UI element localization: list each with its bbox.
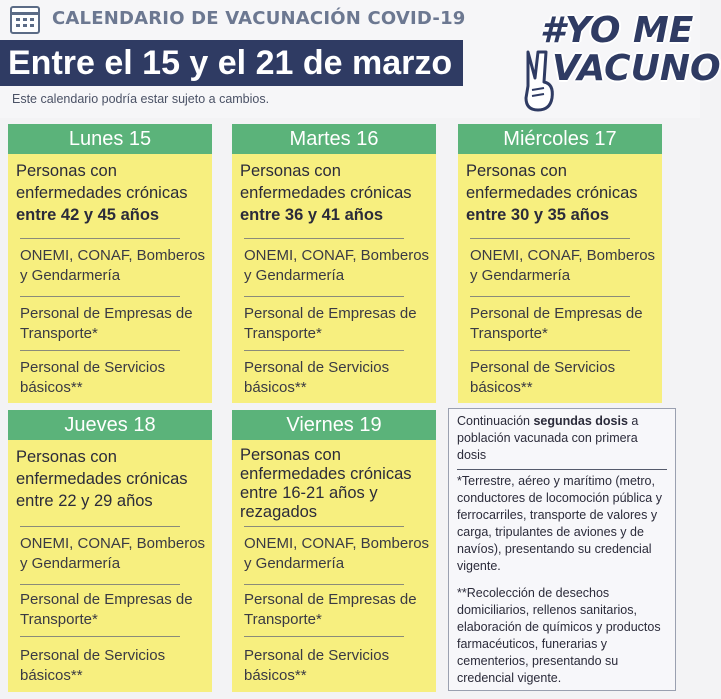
group-item: Personal de Empresas de Transporte* <box>20 305 193 342</box>
divider <box>244 584 404 585</box>
services-footnote: **Recolección de desechos domiciliarios, rellenos sanitarios, elaboración de químicos y productos farmacéuticos, funerarias y cementerios, presentando su credencial vigente. <box>457 586 661 685</box>
group-item: ONEMI, CONAF, Bomberos y Gendarmería <box>20 247 206 284</box>
divider <box>470 296 630 297</box>
divider <box>244 636 404 637</box>
day-card-jueves <box>8 410 212 692</box>
divider <box>470 350 630 351</box>
primary-group <box>466 160 656 226</box>
group-item: Personal de Servicios básicos** <box>20 359 166 396</box>
primary-age-range: entre 30 y 35 años <box>466 206 610 224</box>
primary-group <box>16 446 206 512</box>
group-item: Personal de Empresas de Transporte* <box>20 591 193 628</box>
divider <box>244 238 404 239</box>
second-dose-pre: Continuación <box>457 414 534 428</box>
group-item: Personal de Servicios básicos** <box>244 647 390 684</box>
divider <box>20 584 180 585</box>
group-item: ONEMI, CONAF, Bomberos y Gendarmería <box>244 535 430 572</box>
divider <box>20 238 180 239</box>
day-header: Martes 16 <box>232 124 436 154</box>
divider <box>457 469 667 470</box>
divider <box>20 526 180 527</box>
primary-lead: Personas con enfermedades crónicas <box>16 448 188 488</box>
group-item: ONEMI, CONAF, Bomberos y Gendarmería <box>20 535 206 572</box>
divider <box>244 526 404 527</box>
primary-age-range: entre 22 y 29 años <box>16 492 153 510</box>
day-card-viernes <box>232 410 436 692</box>
second-dose-note <box>457 413 669 464</box>
primary-lead: Personas con enfermedades crónicas entre 16-21 años y rezagados <box>240 446 412 521</box>
primary-lead: Personas con enfermedades crónicas <box>16 162 188 202</box>
day-card-lunes <box>8 124 212 403</box>
group-item: Personal de Empresas de Transporte* <box>244 305 417 342</box>
primary-age-range: entre 42 y 45 años <box>16 206 160 224</box>
notes-box <box>448 408 676 691</box>
yo-me-vacuno-logo <box>518 8 721 114</box>
date-range-text: Entre el 15 y el 21 de marzo <box>8 44 453 82</box>
second-dose-post: a población vacunada con primera dosis <box>457 414 639 462</box>
day-card-body <box>8 154 212 403</box>
primary-lead: Personas con enfermedades crónicas <box>466 162 638 202</box>
day-card-miercoles <box>458 124 662 403</box>
divider <box>244 296 404 297</box>
day-header: Miércoles 17 <box>458 124 662 154</box>
group-item: ONEMI, CONAF, Bomberos y Gendarmería <box>470 247 656 284</box>
primary-group <box>240 160 430 226</box>
divider <box>20 296 180 297</box>
day-card-body <box>458 154 662 403</box>
divider <box>470 238 630 239</box>
primary-lead: Personas con enfermedades crónicas <box>240 162 412 202</box>
divider <box>20 350 180 351</box>
primary-age-range: entre 36 y 41 años <box>240 206 384 224</box>
day-header: Viernes 19 <box>232 410 436 440</box>
group-item: Personal de Empresas de Transporte* <box>470 305 643 342</box>
disclaimer-text: Este calendario podría estar sujeto a cambios. <box>12 92 270 106</box>
primary-group <box>16 160 206 226</box>
day-card-martes <box>232 124 436 403</box>
group-item: Personal de Servicios básicos** <box>470 359 616 396</box>
group-item: Personal de Servicios básicos** <box>244 359 390 396</box>
divider <box>20 636 180 637</box>
group-item: Personal de Servicios básicos** <box>20 647 166 684</box>
primary-group <box>240 446 430 522</box>
transport-footnote: *Terrestre, aéreo y marítimo (metro, conductores de locomoción pública y ferrocarriles, transporte de valores y carga, tripulantes de aviones y de navíos), presentando su credencial vigente. <box>457 474 662 573</box>
date-range-banner <box>0 40 463 86</box>
group-item: ONEMI, CONAF, Bomberos y Gendarmería <box>244 247 430 284</box>
second-dose-bold: segundas dosis <box>533 414 628 428</box>
calendar-icon <box>10 6 40 34</box>
page-title: CALENDARIO DE VACUNACIÓN COVID-19 <box>52 8 466 29</box>
logo-line-1: #YO ME <box>540 10 694 51</box>
day-card-body <box>8 440 212 692</box>
day-header: Jueves 18 <box>8 410 212 440</box>
logo-line-2: VACUNO <box>552 48 721 89</box>
day-card-body <box>232 440 436 692</box>
day-card-body <box>232 154 436 403</box>
day-header: Lunes 15 <box>8 124 212 154</box>
group-item: Personal de Empresas de Transporte* <box>244 591 417 628</box>
divider <box>244 350 404 351</box>
